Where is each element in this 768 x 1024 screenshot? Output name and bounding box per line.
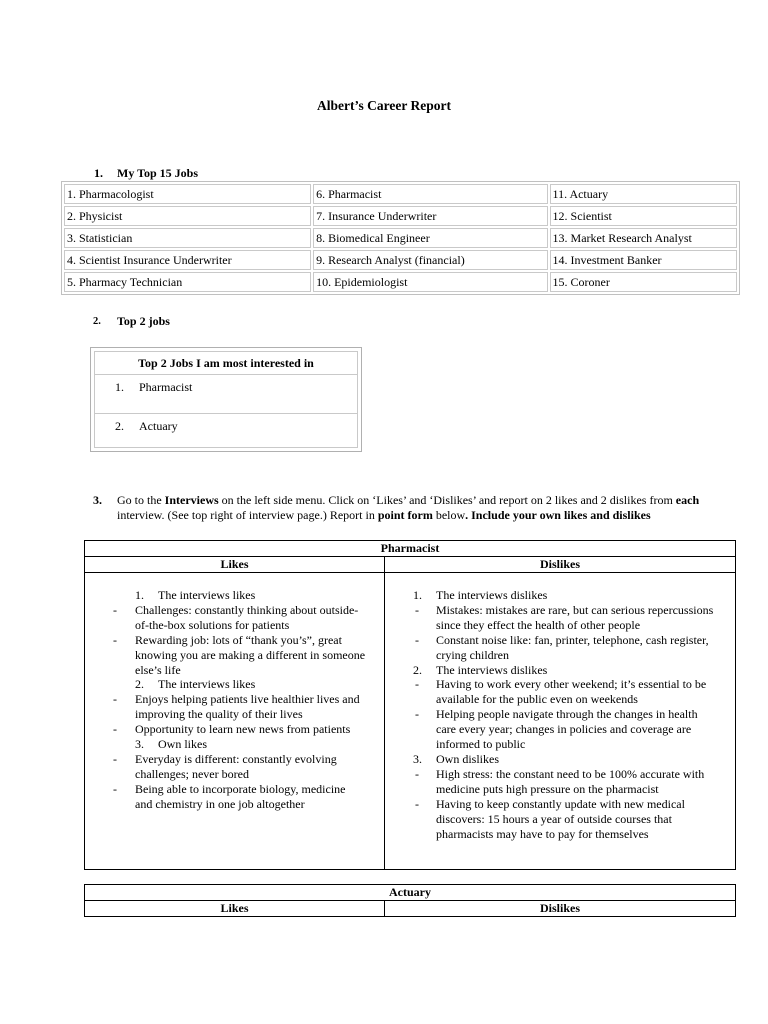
- table-cell: 13. Market Research Analyst: [550, 228, 737, 248]
- list-item: [385, 722, 735, 737]
- list-item-text: Everyday is different: constantly evolving: [135, 751, 337, 766]
- section-2-heading: Top 2 jobs: [117, 314, 170, 328]
- list-marker: -: [113, 632, 117, 647]
- instruction-bold: each: [675, 493, 700, 507]
- list-marker: 2.: [135, 677, 144, 692]
- list-item: [85, 618, 384, 633]
- list-item: [385, 767, 735, 782]
- list-marker: -: [113, 722, 117, 737]
- actuary-caption: Actuary: [85, 885, 735, 901]
- list-item: [85, 692, 384, 707]
- list-marker: 1.: [413, 588, 422, 602]
- pharmacist-caption: Pharmacist: [85, 541, 735, 557]
- table-cell: 4. Scientist Insurance Underwriter: [64, 250, 311, 270]
- list-item: [85, 677, 384, 692]
- list-marker: 1.: [135, 588, 144, 602]
- list-item-text: discovers: 15 hours a year of outside courses that: [436, 811, 672, 826]
- list-item: [385, 633, 735, 648]
- dislikes-list: [385, 573, 735, 869]
- table-cell: 1. Pharmacologist: [64, 184, 311, 204]
- list-item: [385, 692, 735, 707]
- top-2-jobs-table: [90, 347, 362, 452]
- page-title: Albert’s Career Report: [317, 98, 451, 113]
- actuary-table: [84, 884, 736, 917]
- table-cell: 10. Epidemiologist: [313, 272, 547, 292]
- table-row: [95, 375, 357, 414]
- list-marker: -: [113, 602, 117, 617]
- list-item-text: Helping people navigate through the changes in health: [436, 707, 698, 722]
- list-marker: -: [415, 707, 419, 722]
- list-item-number: 2.: [115, 419, 124, 433]
- list-item: [385, 648, 735, 663]
- list-item: [385, 752, 735, 767]
- list-item: [85, 663, 384, 678]
- section-3-instructions: [117, 493, 737, 523]
- list-marker: -: [415, 632, 419, 647]
- list-item-text: Rewarding job: lots of “thank you’s”, great: [135, 632, 342, 647]
- instruction-bold: point form: [377, 508, 433, 522]
- section-1-number: 1.: [94, 166, 103, 180]
- list-item-text: and chemistry in one job altogether: [135, 796, 305, 811]
- list-item-text: Own likes: [158, 737, 207, 752]
- list-marker: -: [113, 751, 117, 766]
- list-marker: -: [113, 781, 117, 796]
- list-marker: -: [415, 602, 419, 617]
- table-cell: 6. Pharmacist: [313, 184, 547, 204]
- list-item: [85, 588, 384, 603]
- table-row: [95, 414, 357, 450]
- list-item-text: of-the-box solutions for patients: [135, 617, 290, 632]
- list-item-text: informed to public: [436, 737, 526, 752]
- table-cell: 8. Biomedical Engineer: [313, 228, 547, 248]
- instruction-bold: . Include your own likes and dislikes: [465, 508, 651, 522]
- table-row: [64, 206, 737, 226]
- list-item: [385, 707, 735, 722]
- table-cell: 2. Physicist: [64, 206, 311, 226]
- list-item: [385, 827, 735, 842]
- list-item-text: The interviews dislikes: [436, 662, 548, 677]
- likes-header: Likes: [85, 901, 385, 916]
- list-item: [385, 677, 735, 692]
- table-cell: 5. Pharmacy Technician: [64, 272, 311, 292]
- dislikes-header: Dislikes: [539, 901, 580, 915]
- likes-list: [85, 573, 384, 869]
- table-cell: 7. Insurance Underwriter: [313, 206, 547, 226]
- list-item-value: Pharmacist: [139, 380, 193, 394]
- list-item-text: else’s life: [135, 662, 181, 677]
- list-item-text: The interviews dislikes: [436, 588, 548, 602]
- likes-header: Likes: [85, 557, 384, 573]
- top-15-jobs-table: [61, 181, 740, 295]
- table-row: [64, 228, 737, 248]
- list-item-text: Opportunity to learn new news from patients: [135, 722, 351, 737]
- instruction-bold: Interviews: [164, 493, 219, 507]
- list-item-text: High stress: the constant need to be 100% accurate with: [436, 766, 705, 781]
- list-item: [85, 737, 384, 752]
- list-item-text: crying children: [436, 647, 509, 662]
- list-marker: -: [415, 796, 419, 811]
- list-item-text: Own dislikes: [436, 751, 499, 766]
- list-item: [85, 603, 384, 618]
- list-item: [85, 752, 384, 767]
- list-item: [85, 707, 384, 722]
- list-marker: -: [113, 692, 117, 707]
- table-cell: 9. Research Analyst (financial): [313, 250, 547, 270]
- list-item-text: pharmacists may have to pay for themselves: [436, 826, 649, 841]
- list-item: [385, 782, 735, 797]
- list-item-value: Actuary: [139, 419, 178, 433]
- table-cell: 3. Statistician: [64, 228, 311, 248]
- list-item-text: Being able to incorporate biology, medicine: [135, 781, 346, 796]
- table-row: [64, 184, 737, 204]
- list-item-text: knowing you are making a different in someone: [135, 647, 366, 662]
- table-row: [64, 272, 737, 292]
- top-2-jobs-header: Top 2 Jobs I am most interested in: [95, 352, 357, 375]
- instruction-text: below: [432, 508, 466, 522]
- list-item: [85, 797, 384, 812]
- section-2-number: 2.: [93, 316, 101, 327]
- instruction-text: Go to the: [117, 493, 165, 507]
- list-item-number: 1.: [115, 380, 124, 394]
- list-item: [385, 812, 735, 827]
- instruction-text: interview. (See top right of interview page.) Report in: [117, 508, 378, 522]
- list-item: [385, 618, 735, 633]
- list-marker: -: [415, 766, 419, 781]
- section-1-heading: My Top 15 Jobs: [117, 166, 199, 180]
- list-item: [385, 588, 735, 603]
- list-item-text: care every year; changes in policies and coverage are: [436, 722, 692, 737]
- table-row: [64, 250, 737, 270]
- table-cell: 11. Actuary: [550, 184, 737, 204]
- list-item-text: The interviews likes: [158, 677, 256, 692]
- list-item-text: Having to keep constantly update with new medical: [436, 796, 685, 811]
- table-cell: 12. Scientist: [550, 206, 737, 226]
- list-marker: -: [415, 677, 419, 692]
- likes-column: [85, 557, 385, 869]
- list-item-text: Mistakes: mistakes are rare, but can serious repercussions: [436, 602, 714, 617]
- list-item-text: Challenges: constantly thinking about outside-: [135, 602, 359, 617]
- list-item: [385, 797, 735, 812]
- dislikes-header: Dislikes: [385, 557, 735, 573]
- list-item-text: available for the public even on weekends: [436, 692, 638, 707]
- list-item-text: challenges; never bored: [135, 766, 249, 781]
- list-marker: 3.: [413, 751, 422, 766]
- list-marker: 3.: [135, 737, 144, 752]
- list-item-text: since they effect the health of other people: [436, 617, 641, 632]
- table-cell: 15. Coroner: [550, 272, 737, 292]
- list-item: [385, 663, 735, 678]
- list-item-text: The interviews likes: [158, 588, 256, 602]
- section-3-number: 3.: [93, 493, 102, 507]
- list-item: [85, 722, 384, 737]
- list-item: [385, 603, 735, 618]
- table-cell: 14. Investment Banker: [550, 250, 737, 270]
- list-item-text: Constant noise like: fan, printer, telephone, cash register,: [436, 632, 709, 647]
- list-item: [85, 633, 384, 648]
- list-item-text: improving the quality of their lives: [135, 707, 303, 722]
- list-item: [85, 782, 384, 797]
- list-item-text: medicine puts high pressure on the pharmacist: [436, 781, 659, 796]
- list-item-text: Enjoys helping patients live healthier lives and: [135, 692, 360, 707]
- list-item-text: Having to work every other weekend; it’s essential to be: [436, 677, 707, 692]
- list-item: [85, 648, 384, 663]
- list-item: [385, 737, 735, 752]
- list-item: [85, 767, 384, 782]
- instruction-text: on the left side menu. Click on ‘Likes’ and ‘Dislikes’ and report on 2 likes and 2 dislikes from: [218, 493, 676, 507]
- dislikes-column: [385, 557, 735, 869]
- list-marker: 2.: [413, 662, 422, 677]
- pharmacist-table: [84, 540, 736, 870]
